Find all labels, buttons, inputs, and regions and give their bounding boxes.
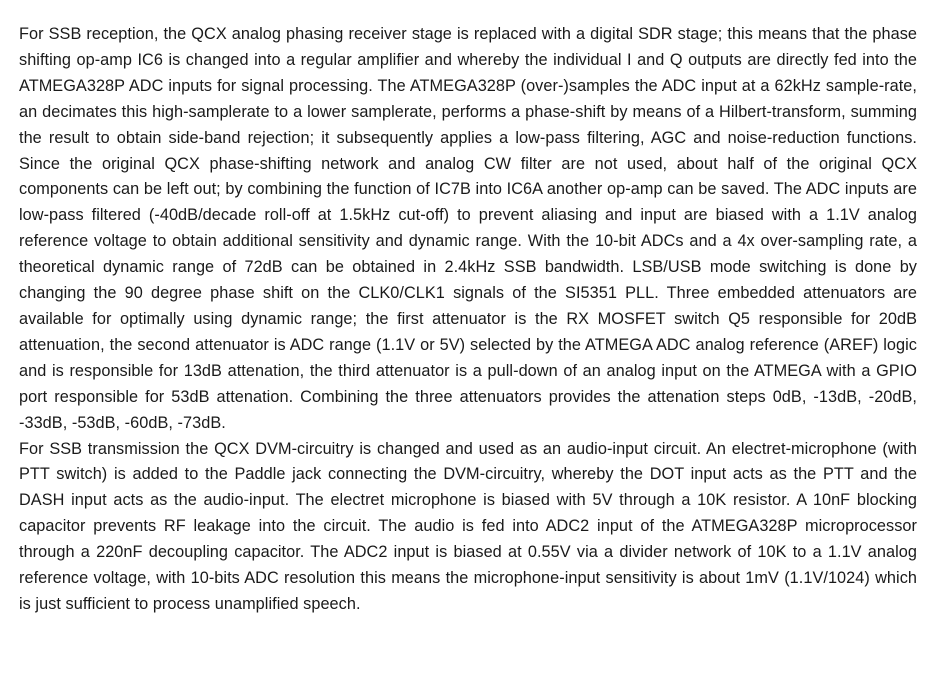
document-body <box>19 22 917 618</box>
paragraph-ssb-reception: For SSB reception, the QCX analog phasing receiver stage is replaced with a digital SDR stage; this means that the phase shifting op-amp IC6 is changed into a regular amplifier and whereby the individual I and Q outputs are directly fed into the ATMEGA328P ADC inputs for signal processing. The ATMEGA328P (over-)samples the ADC input at a 62kHz sample-rate, an decimates this high-samplerate to a lower samplerate, performs a phase-shift by means of a Hilbert-transform, summing the result to obtain side-band rejection; it subsequently applies a low-pass filtering, AGC and noise-reduction functions. Since the original QCX phase-shifting network and analog CW filter are not used, about half of the original QCX components can be left out; by combining the function of IC7B into IC6A another op-amp can be saved. The ADC inputs are low-pass filtered (-40dB/decade roll-off at 1.5kHz cut-off) to prevent aliasing and input are biased with a 1.1V analog reference voltage to obtain additional sensitivity and dynamic range. With the 10-bit ADCs and a 4x over-sampling rate, a theoretical dynamic range of 72dB can be obtained in 2.4kHz SSB bandwidth. LSB/USB mode switching is done by changing the 90 degree phase shift on the CLK0/CLK1 signals of the SI5351 PLL. Three embedded attenuators are available for optimally using dynamic range; the first attenuator is the RX MOSFET switch Q5 responsible for 20dB attenuation, the second attenuator is ADC range (1.1V or 5V) selected by the ATMEGA ADC analog reference (AREF) logic and is responsible for 13dB attenation, the third attenuator is a pull-down of an analog input on the ATMEGA with a GPIO port responsible for 53dB attenation. Combining the three attenuators provides the attenation steps 0dB, -13dB, -20dB, -33dB, -53dB, -60dB, -73dB. <box>19 25 917 432</box>
paragraph-ssb-transmission: For SSB transmission the QCX DVM-circuitry is changed and used as an audio-input circuit. An electret-microphone (with PTT switch) is added to the Paddle jack connecting the DVM-circuitry, whereby the DOT input acts as the PTT and the DASH input acts as the audio-input. The electret microphone is biased with 5V through a 10K resistor. A 10nF blocking capacitor prevents RF leakage into the circuit. The audio is fed into ADC2 input of the ATMEGA328P microprocessor through a 220nF decoupling capacitor. The ADC2 input is biased at 0.55V via a divider network of 10K to a 1.1V analog reference voltage, with 10-bits ADC resolution this means the microphone-input sensitivity is about 1mV (1.1V/1024) which is just sufficient to process unamplified speech. <box>19 439 917 613</box>
